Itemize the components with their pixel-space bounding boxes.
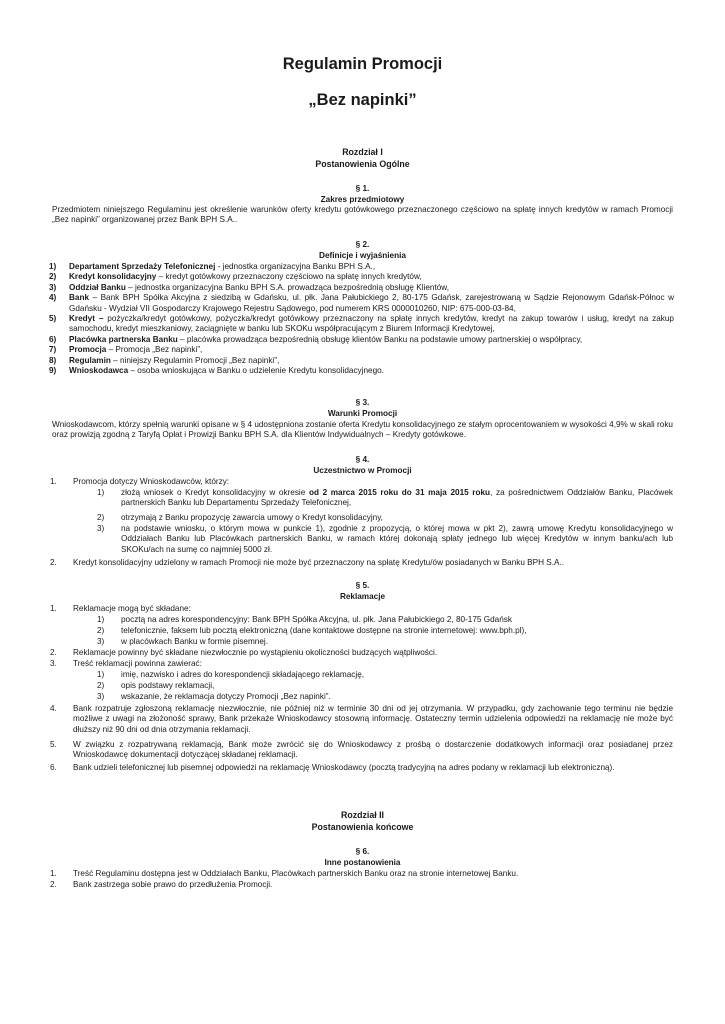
section-5-subitem-1-1 xyxy=(97,615,673,625)
definition-term: Regulamin xyxy=(69,355,111,365)
item-number: 4. xyxy=(50,704,57,713)
definition-text xyxy=(69,366,674,376)
definition-item xyxy=(49,366,674,376)
item-number: 1. xyxy=(50,869,57,878)
subitem-text: imię, nazwisko i adres do korespondencji składającego reklamację, xyxy=(121,670,365,679)
item-text: Treść reklamacji powinna zawierać: xyxy=(73,659,202,668)
definition-description: – jednostka organizacyjna Banku BPH S.A. prowadząca bezpośrednią obsługę Klientów, xyxy=(125,282,450,292)
definition-text xyxy=(69,293,674,314)
subitem-number: 2) xyxy=(97,513,105,522)
section-3-header xyxy=(0,398,725,419)
section-5-number: § 5. xyxy=(355,581,370,590)
definition-number: 7) xyxy=(49,345,57,355)
section-1-heading: Zakres przedmiotowy xyxy=(320,194,405,204)
definitions-list xyxy=(49,262,674,376)
subitem-number: 1) xyxy=(97,615,105,624)
subitem-number: 2) xyxy=(97,626,105,635)
subitem-text: złożą wniosek o Kredyt konsolidacyjny w okresie od 2 marca 2015 roku do 31 maja 2015 roku, za pośrednictwem Oddziałów Banku, Placówek partnerskich Banku lub Departamentu Sprzedaży Telefonicznej, xyxy=(121,488,673,508)
item-number: 6. xyxy=(50,763,57,772)
definition-description: – niniejszy Regulamin Promocji „Bez napinki”, xyxy=(110,355,280,365)
subitem-number: 2) xyxy=(97,681,105,690)
definition-text xyxy=(69,262,674,272)
item-text: Reklamacje powinny być składane niezwłocznie po wystąpieniu okoliczności budzących wątpliwości. xyxy=(73,648,438,657)
subitem-number: 3) xyxy=(97,637,105,646)
subitem-text: pocztą na adres korespondencyjny: Bank BPH Spółka Akcyjna, ul. płk. Jana Pałubickiego 2, 80-175 Gdańsk xyxy=(121,615,512,624)
section-5-subitem-3-1 xyxy=(97,670,673,680)
definition-text xyxy=(69,356,674,366)
chapter-1-label: Rozdział I xyxy=(342,147,383,157)
section-5-item-1 xyxy=(50,604,673,614)
definition-description: pożyczka/kredyt gotówkowy, pożyczka/kredyt gotówkowy przeznaczony na spłatę innych kredytów, kredyt na zakup towarów i usług, kredyt na zakup samochodu, kredyt mieszkaniowy, zaciągnięte w banku lub SKOKu współpracującym z Biurem Informacji Kredytowej, xyxy=(69,314,674,334)
definition-text xyxy=(69,345,674,355)
item-number: 1. xyxy=(50,477,57,486)
definition-description: - jednostka organizacyjna Banku BPH S.A., xyxy=(215,262,376,271)
promotion-period: od 2 marca 2015 roku do 31 maja 2015 roku xyxy=(308,488,491,497)
chapter-1-name: Postanowienia Ogólne xyxy=(315,158,410,169)
definition-item xyxy=(49,283,674,293)
section-2-header xyxy=(0,240,725,261)
item-number: 2. xyxy=(50,880,57,889)
definition-text xyxy=(69,335,674,345)
definition-item xyxy=(49,262,674,272)
section-1-header xyxy=(0,184,725,205)
definition-item xyxy=(49,272,674,282)
definition-number: 9) xyxy=(49,366,57,376)
subitem-number: 3) xyxy=(97,692,105,701)
chapter-2-name: Postanowienia końcowe xyxy=(311,821,414,832)
item-text: Treść Regulaminu dostępna jest w Oddziałach Banku, Placówkach partnerskich Banku oraz na stronie internetowej Banku. xyxy=(73,869,519,878)
item-text: Bank udzieli telefonicznej lub pisemnej odpowiedzi na reklamację Wnioskodawcy (pocztą tradycyjną na adres podany w reklamacji lub elektroniczną). xyxy=(73,763,615,772)
definition-item xyxy=(49,356,674,366)
section-5-header xyxy=(0,581,725,602)
definition-term: Wnioskodawca xyxy=(69,366,129,376)
item-text: Reklamacje mogą być składane: xyxy=(73,604,191,613)
definition-description: – Bank BPH Spółka Akcyjna z siedzibą w Gdańsku, ul. płk. Jana Pałubickiego 2, 80-175 Gdańsk, zarejestrowaną w Sądzie Rejonowym Gdańsk-Północ w Gdańsku - Wydział VII Gospodarczy Krajowego Rejestru Sądowego, pod numerem KRS 0000010260, NIP: 675-000-03-84, xyxy=(69,293,674,313)
subitem-text: telefonicznie, faksem lub pocztą elektroniczną (dane kontaktowe dostępne na stronie internetowej: www.bph.pl), xyxy=(121,626,527,635)
subitem-text: opis podstawy reklamacji, xyxy=(121,681,215,690)
section-6-header xyxy=(0,847,725,868)
section-4-item-1 xyxy=(50,477,673,487)
section-1-text: Przedmiotem niniejszego Regulaminu jest określenie warunków oferty kredytu gotówkowego przeznaczonego częściowo na spłatę innych kredytów w ramach Promocji „Bez napinki” organizowanej przez Bank BPH S.A.. xyxy=(52,205,673,225)
item-number: 2. xyxy=(50,558,57,567)
section-5-subitem-3-3 xyxy=(97,692,673,702)
definition-number: 1) xyxy=(49,262,57,271)
section-4-subitem-2 xyxy=(97,513,673,523)
definition-term: Oddział Banku xyxy=(69,282,126,292)
definition-number: 5) xyxy=(49,314,57,324)
item-text: Bank rozpatruje zgłoszoną reklamację niezwłocznie, nie później niż w terminie 30 dni od jej otrzymania. W przypadku, gdy zachowanie tego terminu nie będzie możliwe z uwagi na złożoność sprawy, Bank przekaże Wnioskodawcy stosowną informację. Ostateczny termin udzielenia odpowiedzi na reklamację nie może być dłuższy niż 90 dni od dnia otrzymania reklamacji. xyxy=(73,704,673,734)
item-text: Bank zastrzega sobie prawo do przedłużenia Promocji. xyxy=(73,880,273,889)
chapter-2-label: Rozdział II xyxy=(340,810,384,820)
definition-item xyxy=(49,335,674,345)
item-number: 1. xyxy=(50,604,57,613)
document-title: Regulamin Promocji xyxy=(282,55,443,73)
chapter-2-header xyxy=(0,810,725,833)
section-5-item-4 xyxy=(50,704,673,735)
item-text: Promocja dotyczy Wnioskodawców, którzy: xyxy=(73,477,230,486)
definition-description: – osoba wnioskująca w Banku o udzielenie Kredytu konsolidacyjnego. xyxy=(128,366,384,376)
definition-description: – kredyt gotówkowy przeznaczony częściowo na spłatę innych kredytów, xyxy=(156,272,422,282)
document-subtitle: „Bez napinki” xyxy=(308,91,417,109)
definition-number: 3) xyxy=(49,282,57,292)
subitem-text: otrzymają z Banku propozycję zawarcia umowy o Kredyt konsolidacyjny, xyxy=(121,513,383,522)
section-6-item-2 xyxy=(50,880,673,890)
section-5-item-2 xyxy=(50,648,673,658)
definition-text xyxy=(69,314,674,335)
section-6-item-1 xyxy=(50,869,673,879)
section-6-heading: Inne postanowienia xyxy=(324,857,401,867)
subitem-text: na podstawie wniosku, o którym mowa w punkcie 1), zgodnie z propozycją, o której mowa w pkt 2), zawrą umowę Kredytu konsolidacyjnego w Oddziałach Banku lub Placówkach partnerskich Banku, w ramach której dokonają spłaty jednego lub więcej Kredytów w innym banku/ach lub SKOKu/ach na sumę co najmniej 5000 zł. xyxy=(121,524,673,554)
section-5-subitem-1-3 xyxy=(97,637,673,647)
subitem-number: 1) xyxy=(97,670,105,679)
section-2-number: § 2. xyxy=(355,240,370,249)
item-text: Kredyt konsolidacyjny udzielony w ramach Promocji nie może być przeznaczony na spłatę Kredytu/ów posiadanych w Banku BPH S.A.. xyxy=(73,558,565,567)
section-6-number: § 6. xyxy=(355,847,370,856)
item-number: 2. xyxy=(50,648,57,657)
section-5-subitem-3-2 xyxy=(97,681,673,691)
definition-term: Kredyt – xyxy=(69,314,104,324)
definition-item xyxy=(49,293,674,314)
section-4-number: § 4. xyxy=(355,455,370,464)
definition-text xyxy=(69,283,674,293)
item-number: 5. xyxy=(50,740,57,749)
section-4-subitem-3 xyxy=(97,524,673,555)
section-5-heading: Reklamacje xyxy=(339,591,386,601)
section-1-number: § 1. xyxy=(355,184,370,193)
definition-term: Kredyt konsolidacyjny xyxy=(69,272,157,282)
section-4-heading: Uczestnictwo w Promocji xyxy=(313,465,412,475)
subitem-number: 3) xyxy=(97,524,105,533)
definition-term: Bank xyxy=(69,293,90,303)
section-4-item-2 xyxy=(50,558,673,568)
subitem-text: w placówkach Banku w formie pisemnej. xyxy=(121,637,268,646)
section-5-subitem-1-2 xyxy=(97,626,673,636)
definition-term: Placówka partnerska Banku xyxy=(69,334,178,344)
definition-description: – Promocja „Bez napinki”, xyxy=(106,345,203,355)
definition-text xyxy=(69,272,674,282)
chapter-1-header xyxy=(0,147,725,170)
definition-description: – placówka prowadząca bezpośrednią obsługę klientów Banku na podstawie umowy partnerskiej o współpracy, xyxy=(177,334,583,344)
item-number: 3. xyxy=(50,659,57,668)
definition-item xyxy=(49,345,674,355)
definition-number: 8) xyxy=(49,355,57,365)
definition-number: 4) xyxy=(49,293,57,303)
section-4-subitem-1 xyxy=(97,488,673,509)
definition-item xyxy=(49,314,674,335)
subitem-text: wskazanie, że reklamacja dotyczy Promocji „Bez napinki”. xyxy=(121,692,331,701)
section-3-text: Wnioskodawcom, którzy spełnią warunki opisane w § 4 udostępniona zostanie oferta Kredytu konsolidacyjnego ze stałym oprocentowaniem w wysokości 4,9% w skali roku oraz prowizją zgodną z Taryfą Opłat i Prowizji Banku BPH S.A. dla Klientów Indywidualnych – Kredyty gotówkowe. xyxy=(52,420,673,440)
section-5-item-5 xyxy=(50,740,673,761)
subitem-number: 1) xyxy=(97,488,105,497)
section-4-header xyxy=(0,455,725,476)
section-5-item-3 xyxy=(50,659,673,669)
definition-number: 6) xyxy=(49,334,57,344)
definition-number: 2) xyxy=(49,272,57,282)
section-3-heading: Warunki Promocji xyxy=(327,408,398,418)
section-5-item-6 xyxy=(50,763,673,773)
definition-term: Promocja xyxy=(69,345,107,355)
section-3-number: § 3. xyxy=(355,398,370,407)
definition-term: Departament Sprzedaży Telefonicznej xyxy=(69,262,216,271)
item-text: W związku z rozpatrywaną reklamacją, Bank może zwrócić się do Wnioskodawcy z prośbą o dostarczenie dodatkowych informacji oraz posiadanej przez Wnioskodawcę dokumentacji dotyczącej składanej reklamacji. xyxy=(73,740,673,760)
section-2-heading: Definicje i wyjaśnienia xyxy=(319,250,406,260)
